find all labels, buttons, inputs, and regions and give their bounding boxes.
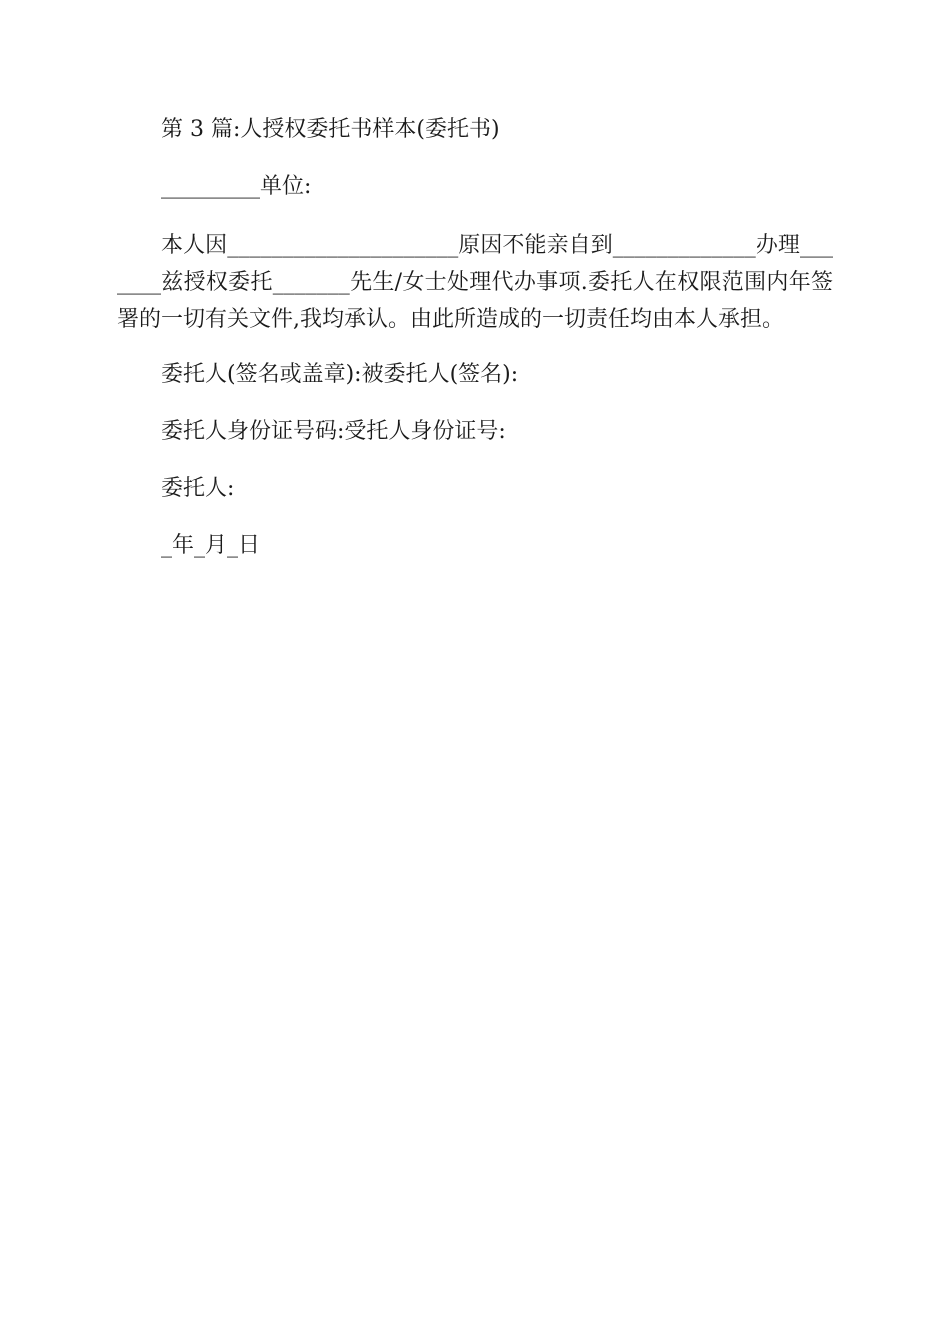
body-paragraph: 本人因_____________________原因不能亲自到_____________办理_______兹授权委托_______先生/女士处理代办事项.委托人在权限范围内年签署的一切有关文件,我均承认。由此所造成的一切责任均由本人承担。 [117,233,833,332]
signature-line: 委托人(签名或盖章):被委托人(签名): [161,362,519,387]
addressee-line: _________单位: [161,174,312,199]
document-title: 第 3 篇:人授权委托书样本(委托书) [161,117,500,142]
document-content [117,113,833,586]
id-number-line: 委托人身份证号码:受托人身份证号: [161,419,506,444]
principal-line: 委托人: [161,476,235,501]
date-line: _年_月_日 [161,533,261,558]
